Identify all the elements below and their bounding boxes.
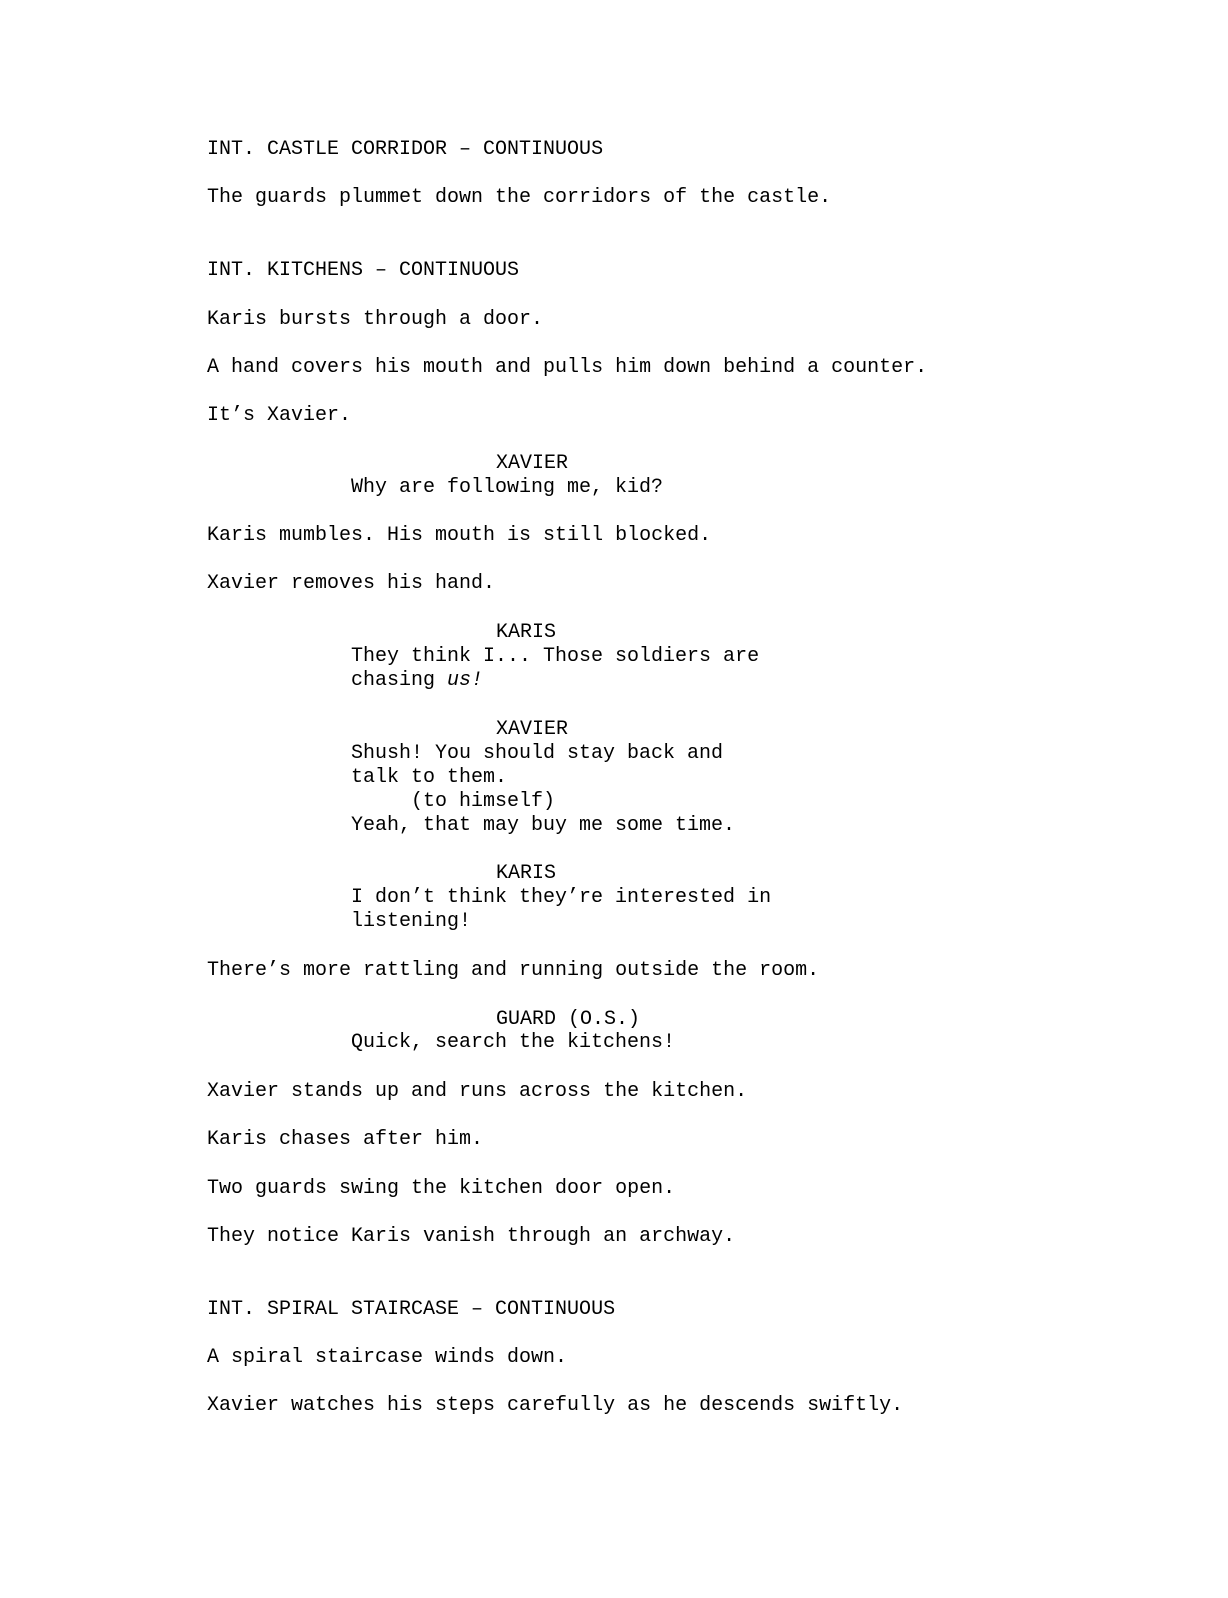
dialogue-line: Quick, search the kitchens!	[351, 1031, 676, 1054]
character-name: KARIS	[496, 621, 557, 644]
dialogue-line: Shush! You should stay back and	[351, 742, 724, 765]
character-name: KARIS	[496, 862, 557, 885]
character-name: XAVIER	[496, 452, 569, 475]
character-name: GUARD (O.S.)	[496, 1008, 641, 1031]
action-line: Two guards swing the kitchen door open.	[207, 1177, 676, 1200]
dialogue-line: listening!	[351, 910, 472, 933]
action-line: Karis chases after him.	[207, 1128, 484, 1151]
dialogue-line: Yeah, that may buy me some time.	[351, 814, 736, 837]
action-line: Karis bursts through a door.	[207, 308, 544, 331]
dialogue-emphasis: us!	[447, 669, 484, 692]
scene-heading: INT. SPIRAL STAIRCASE – CONTINUOUS	[207, 1298, 616, 1321]
action-line: Xavier stands up and runs across the kitchen.	[207, 1080, 748, 1103]
dialogue-line: Why are following me, kid?	[351, 476, 664, 499]
character-name: XAVIER	[496, 718, 569, 741]
dialogue-text: chasing	[351, 669, 448, 692]
action-line: A hand covers his mouth and pulls him down behind a counter.	[207, 356, 928, 379]
dialogue-line: They think I... Those soldiers are	[351, 645, 760, 668]
action-line: It’s Xavier.	[207, 404, 352, 427]
action-line: A spiral staircase winds down.	[207, 1346, 568, 1369]
action-line: Xavier removes his hand.	[207, 572, 496, 595]
scene-heading: INT. KITCHENS – CONTINUOUS	[207, 259, 520, 282]
dialogue-line: I don’t think they’re interested in	[351, 886, 772, 909]
action-line: The guards plummet down the corridors of the castle.	[207, 186, 832, 209]
action-line: They notice Karis vanish through an archway.	[207, 1225, 736, 1248]
action-line: There’s more rattling and running outside the room.	[207, 959, 820, 982]
dialogue-line	[351, 669, 483, 693]
action-line: Xavier watches his steps carefully as he descends swiftly.	[207, 1394, 904, 1417]
scene-heading: INT. CASTLE CORRIDOR – CONTINUOUS	[207, 138, 604, 161]
dialogue-line: talk to them.	[351, 766, 508, 789]
parenthetical: (to himself)	[411, 790, 556, 813]
action-line: Karis mumbles. His mouth is still blocked.	[207, 524, 712, 547]
